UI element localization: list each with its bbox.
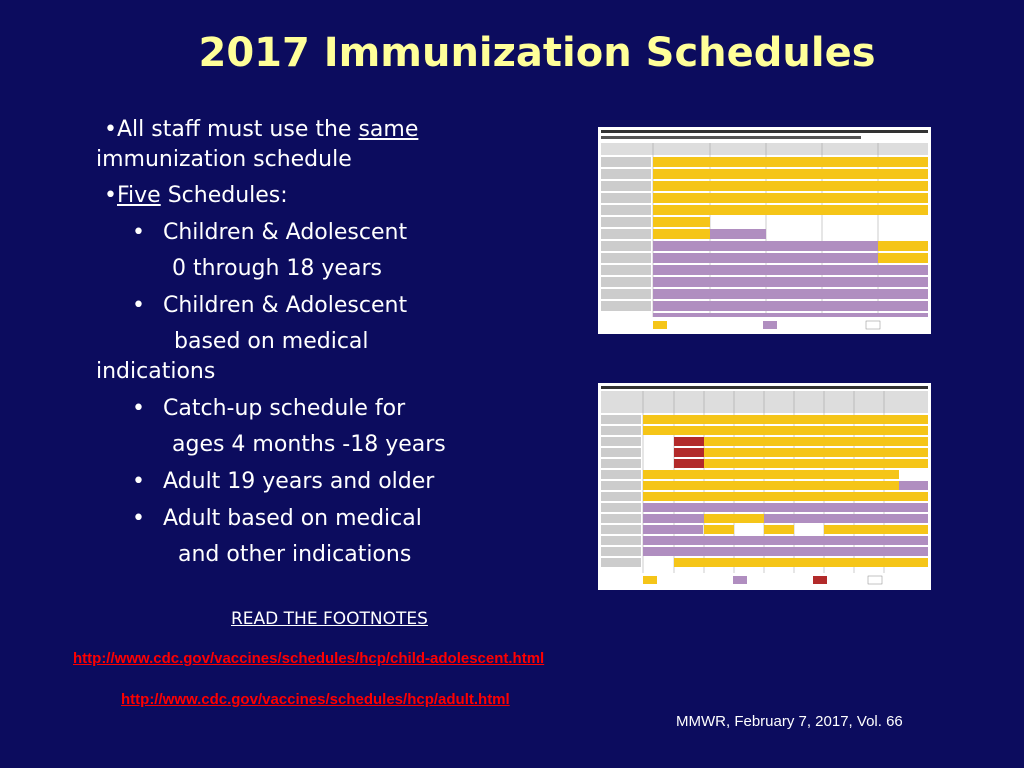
- sub-bullet-child-medical: • Children & Adolescent: [96, 291, 566, 321]
- bullet-text: •All staff must use the: [104, 117, 359, 142]
- sub-bullet-child-medical-cont2: indications: [96, 359, 216, 384]
- schedule-figure-medical-thumbnail: [598, 383, 931, 590]
- sub-bullet-catchup: • Catch-up schedule for: [96, 394, 566, 424]
- schedule-figure-age-thumbnail: [598, 127, 931, 334]
- bullet-marker: •: [104, 183, 117, 208]
- bullet-staff-cont: immunization schedule: [96, 147, 352, 172]
- footnotes-link[interactable]: READ THE FOOTNOTES: [231, 609, 428, 629]
- bullet-underlined-word: Five: [116, 183, 161, 208]
- schedule-figure-medical-graphic: [598, 383, 931, 590]
- adult-schedule-link[interactable]: http://www.cdc.gov/vaccines/schedules/hcp/adult.html: [121, 691, 510, 708]
- sub-bullet-child-cont: 0 through 18 years: [172, 256, 382, 281]
- slide-title: 2017 Immunization Schedules: [198, 30, 876, 76]
- bullet-text: Schedules:: [160, 183, 288, 208]
- sub-bullet-child: • Children & Adolescent: [96, 218, 566, 248]
- bullet-staff: [96, 115, 566, 145]
- citation: MMWR, February 7, 2017, Vol. 66: [676, 713, 903, 730]
- bullet-list: [96, 115, 566, 570]
- sub-bullet-adult-medical: • Adult based on medical: [96, 504, 566, 534]
- bullet-underlined-word: same: [358, 117, 419, 142]
- sub-bullet-catchup-cont: ages 4 months -18 years: [172, 432, 446, 457]
- bullet-five: [96, 181, 566, 211]
- child-schedule-link[interactable]: http://www.cdc.gov/vaccines/schedules/hcp/child-adolescent.html: [73, 650, 545, 667]
- sub-bullet-child-medical-cont: based on medical: [174, 329, 369, 354]
- sub-bullet-adult: • Adult 19 years and older: [96, 467, 566, 497]
- schedule-figure-age-graphic: [598, 127, 931, 334]
- sub-bullet-adult-medical-cont: and other indications: [178, 542, 412, 567]
